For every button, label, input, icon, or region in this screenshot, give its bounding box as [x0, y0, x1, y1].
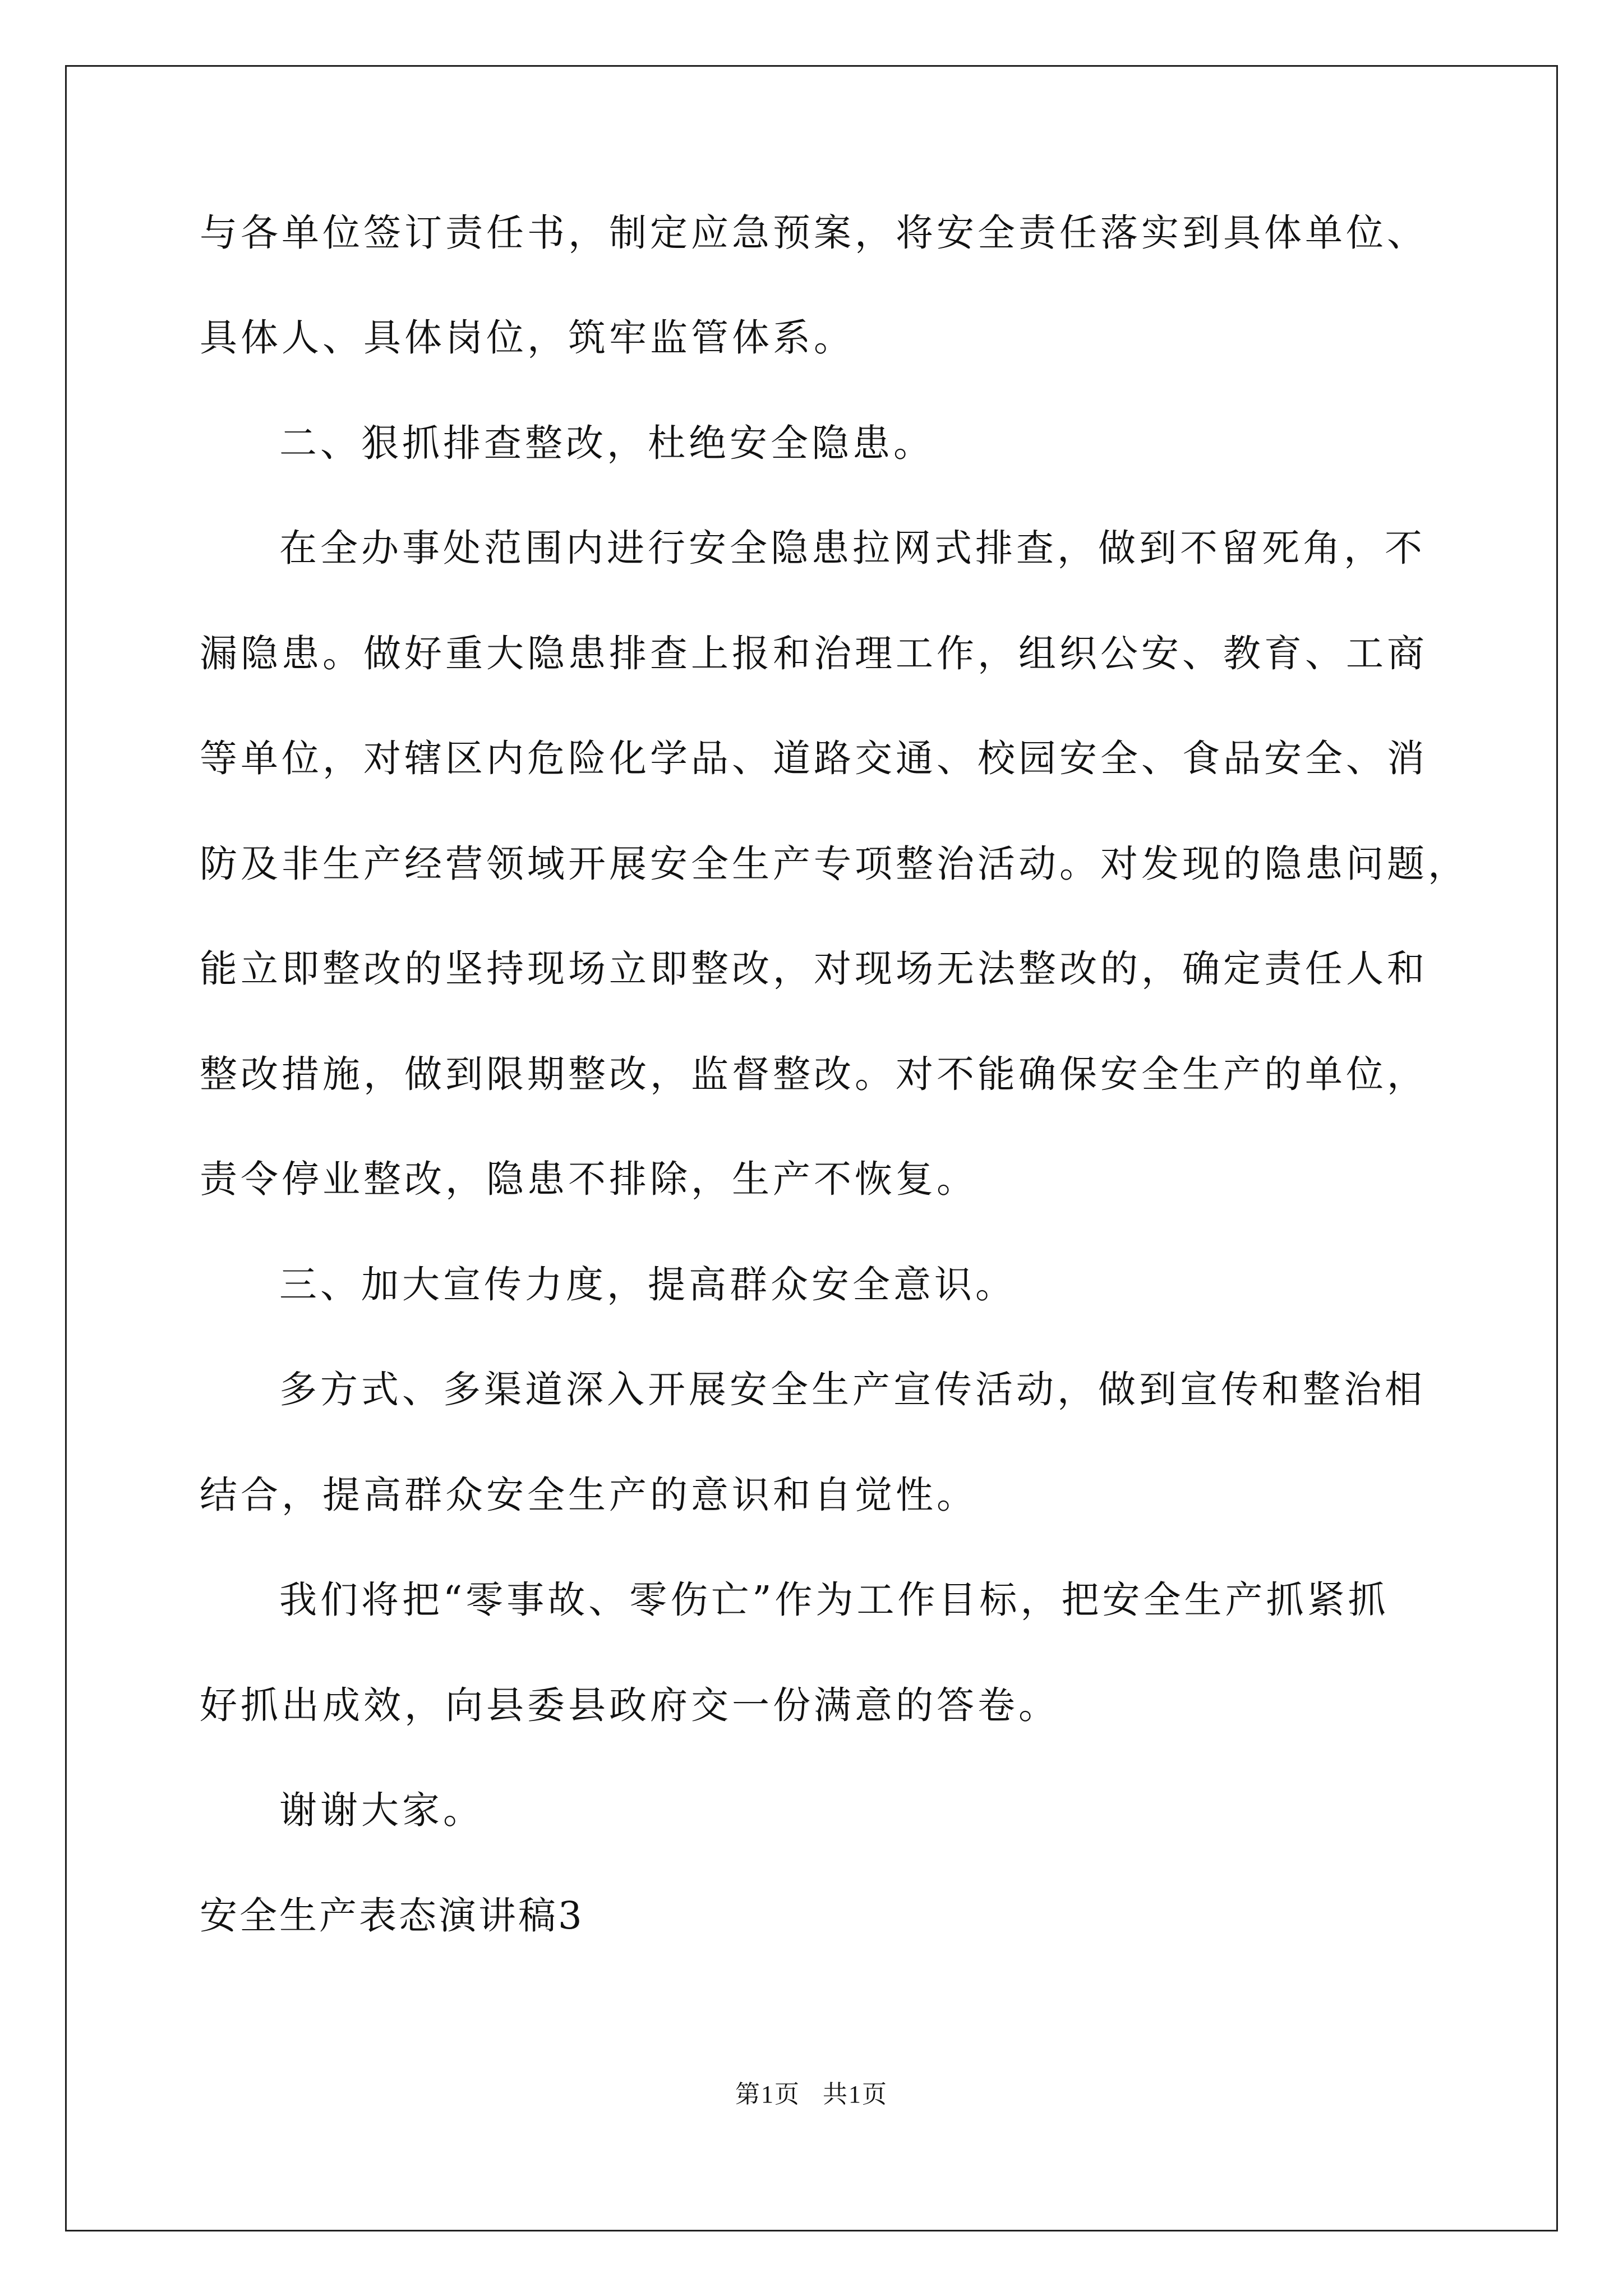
body-line: 在全办事处范围内进行安全隐患拉网式排查，做到不留死角，不	[279, 526, 1426, 570]
section-heading: 二、狠抓排查整改，杜绝安全隐患。	[279, 421, 934, 465]
body-line: 多方式、多渠道深入开展安全生产宣传活动，做到宣传和整治相	[279, 1368, 1426, 1411]
page-count: 共1页	[823, 2081, 888, 2108]
section-heading: 三、加大宣传力度，提高群众安全意识。	[279, 1263, 1016, 1306]
body-line: 我们将把“零事故、零伤亡”作为工作目标，把安全生产抓紧抓	[279, 1578, 1389, 1622]
body-line: 能立即整改的坚持现场立即整改，对现场无法整改的，确定责任人和	[200, 947, 1428, 991]
body-line: 防及非生产经营领域开展安全生产专项整治活动。对发现的隐患问题，	[200, 842, 1469, 886]
page-footer	[0, 2080, 1623, 2109]
body-line: 结合，提高群众安全生产的意识和自觉性。	[200, 1473, 978, 1517]
body-line: 具体人、具体岗位，筑牢监管体系。	[200, 316, 855, 360]
body-line: 等单位，对辖区内危险化学品、道路交通、校园安全、食品安全、消	[200, 737, 1428, 780]
body-line: 漏隐患。做好重大隐患排查上报和治理工作，组织公安、教育、工商	[200, 632, 1428, 675]
body-line: 与各单位签订责任书，制定应急预案，将安全责任落实到具体单位、	[200, 211, 1428, 255]
body-line: 好抓出成效，向县委县政府交一份满意的答卷。	[200, 1683, 1059, 1727]
page-number: 第1页	[735, 2081, 800, 2108]
body-line: 整改措施，做到限期整改，监督整改。对不能确保安全生产的单位，	[200, 1052, 1428, 1096]
body-line: 责令停业整改，隐患不排除，生产不恢复。	[200, 1157, 978, 1201]
closing-line: 谢谢大家。	[279, 1788, 484, 1832]
document-title: 安全生产表态演讲稿3	[200, 1894, 584, 1938]
